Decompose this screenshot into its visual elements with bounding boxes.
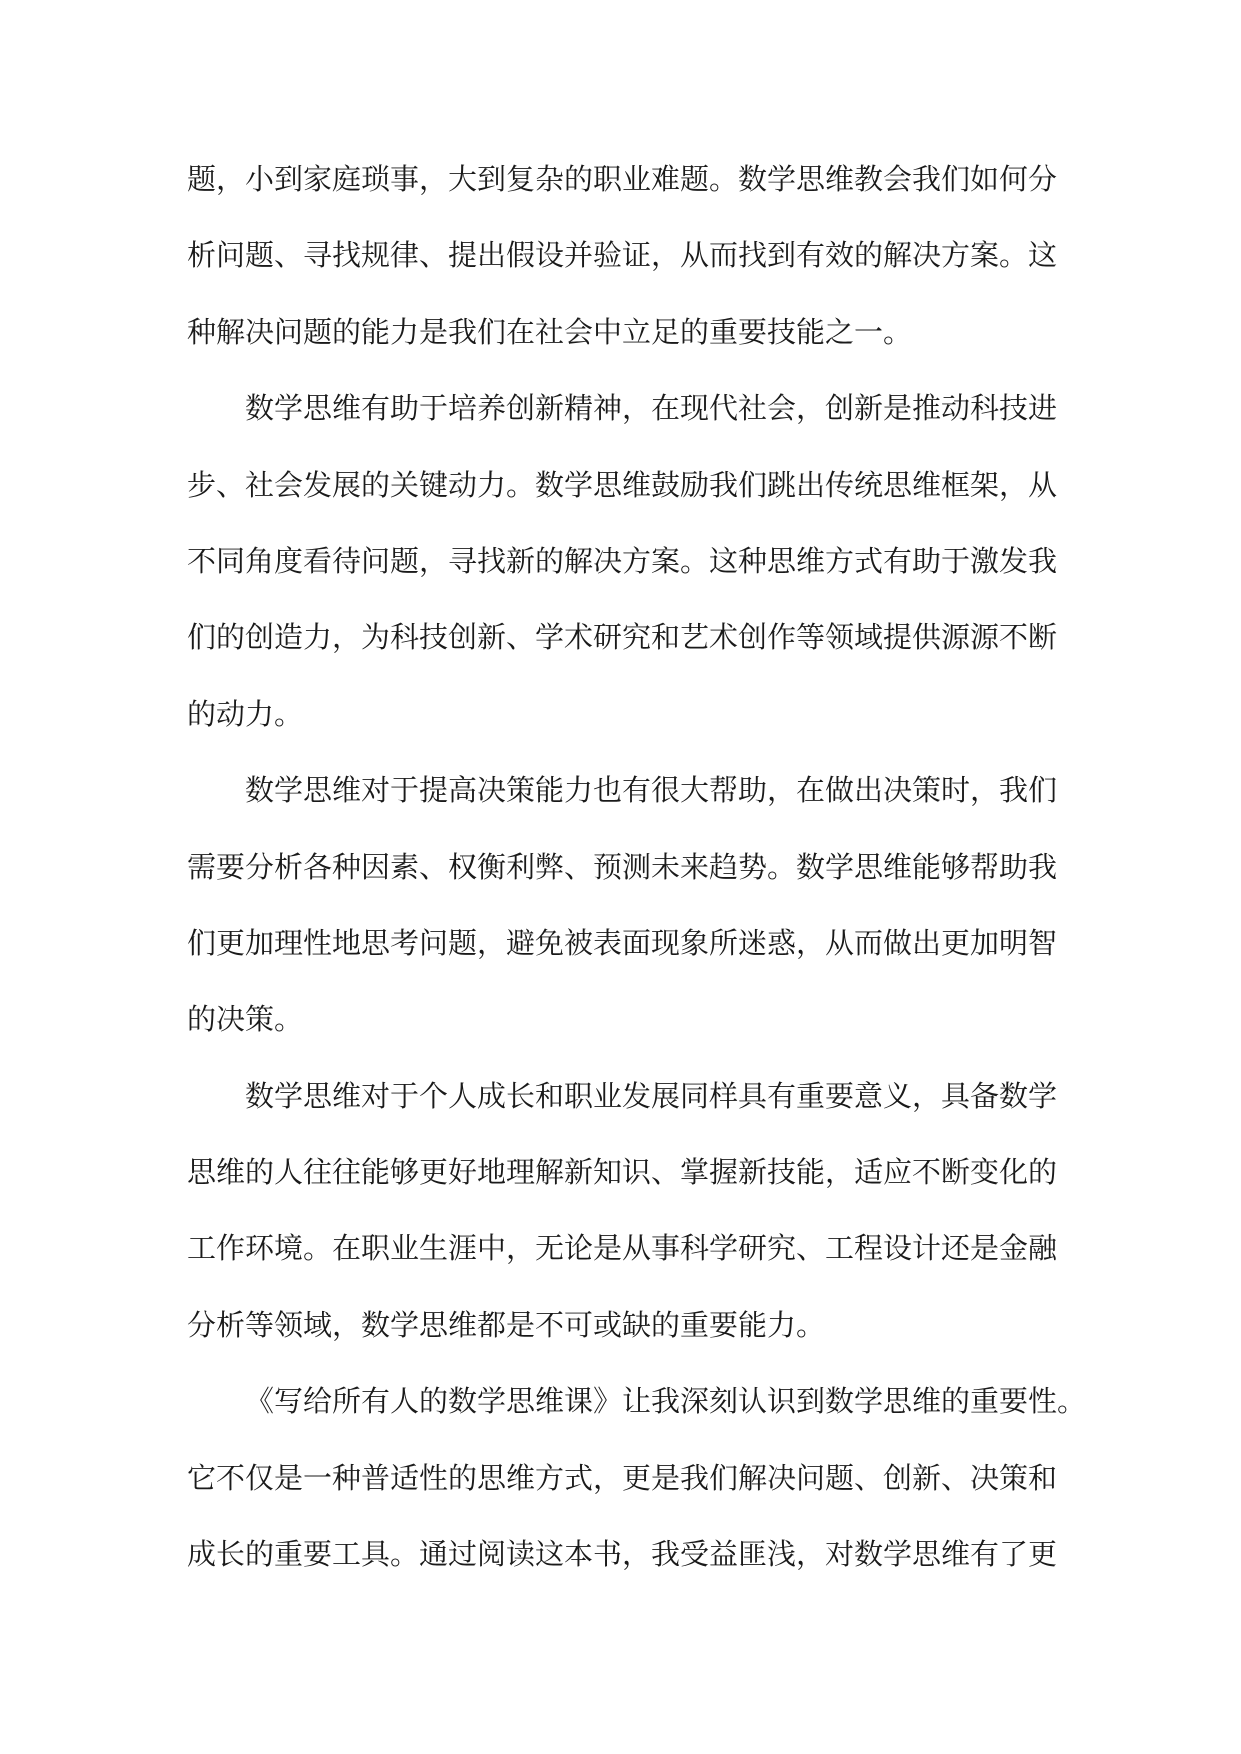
paragraph-2-line-2: 步、社会发展的关键动力。数学思维鼓励我们跳出传统思维框架，从 xyxy=(187,467,1058,502)
paragraph-2-line-4: 们的创造力，为科技创新、学术研究和艺术创作等领域提供源源不断 xyxy=(187,620,1058,655)
paragraph-2-line-5: 的动力。 xyxy=(187,696,304,731)
paragraph-2-line-3: 不同角度看待问题，寻找新的解决方案。这种思维方式有助于激发我 xyxy=(187,543,1058,578)
paragraph-1-line-1: 题，小到家庭琐事，大到复杂的职业难题。数学思维教会我们如何分 xyxy=(187,162,1058,196)
document-body xyxy=(187,141,1087,1592)
paragraph-4-line-3: 工作环境。在职业生涯中，无论是从事科学研究、工程设计还是金融 xyxy=(187,1231,1058,1266)
paragraph-3-line-1: 数学思维对于提高决策能力也有很大帮助，在做出决策时，我们 xyxy=(245,773,1058,808)
paragraph-3-line-2: 需要分析各种因素、权衡利弊、预测未来趋势。数学思维能够帮助我 xyxy=(187,849,1058,884)
paragraph-4-line-1: 数学思维对于个人成长和职业发展同样具有重要意义，具备数学 xyxy=(245,1078,1058,1113)
paragraph-3-line-4: 的决策。 xyxy=(187,1002,304,1037)
paragraph-4-line-2: 思维的人往往能够更好地理解新知识、掌握新技能，适应不断变化的 xyxy=(187,1155,1058,1190)
paragraph-4-line-4: 分析等领域，数学思维都是不可或缺的重要能力。 xyxy=(187,1307,826,1342)
paragraph-2-line-1: 数学思维有助于培养创新精神，在现代社会，创新是推动科技进 xyxy=(245,391,1058,426)
paragraph-5-line-3: 成长的重要工具。通过阅读这本书，我受益匪浅，对数学思维有了更 xyxy=(187,1537,1058,1572)
paragraph-1-line-2: 析问题、寻找规律、提出假设并验证，从而找到有效的解决方案。这 xyxy=(187,238,1058,273)
paragraph-3-line-3: 们更加理性地思考问题，避免被表面现象所迷惑，从而做出更加明智 xyxy=(187,925,1058,960)
paragraph-1-line-3: 种解决问题的能力是我们在社会中立足的重要技能之一。 xyxy=(187,314,913,349)
paragraph-5-line-1: 《写给所有人的数学思维课》让我深刻认识到数学思维的重要性。 xyxy=(245,1384,1087,1419)
paragraph-5-line-2: 它不仅是一种普适性的思维方式，更是我们解决问题、创新、决策和 xyxy=(187,1460,1058,1495)
